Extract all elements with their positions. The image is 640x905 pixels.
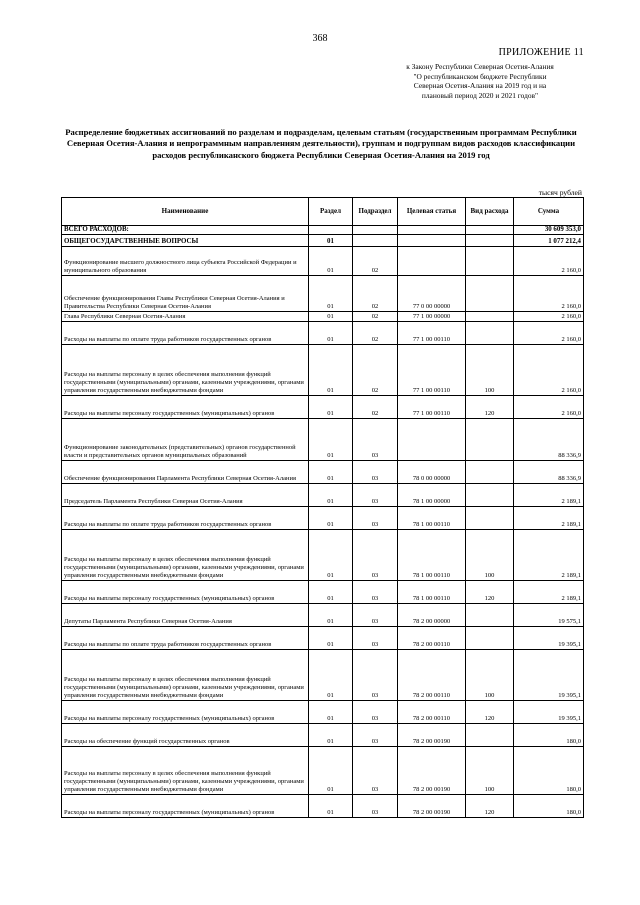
row-target-article: 78 1 00 00110 — [398, 530, 466, 581]
row-expense-type: 100 — [466, 650, 514, 701]
row-expense-type — [466, 312, 514, 322]
row-target-article: 77 1 00 00110 — [398, 345, 466, 396]
row-name: Расходы на выплаты персоналу в целях обеспечения выполнения функций государственными (муниципальными) органами, казенными учреждениями, органами управления государственными внебюджетными фондами — [62, 650, 309, 701]
row-expense-type: 100 — [466, 530, 514, 581]
row-name: Обеспечение функционирования Парламента Республики Северная Осетия-Алания — [62, 461, 309, 484]
table-row — [62, 484, 584, 507]
table-row — [62, 322, 584, 345]
row-name: Расходы на выплаты по оплате труда работников государственных органов — [62, 322, 309, 345]
row-expense-type — [466, 724, 514, 747]
row-razdel: 01 — [309, 396, 353, 419]
row-sum: 2 160,0 — [514, 276, 584, 312]
table-row — [62, 627, 584, 650]
row-sum: 2 160,0 — [514, 247, 584, 276]
row-expense-type — [466, 604, 514, 627]
table-row — [62, 747, 584, 795]
row-name: Председатель Парламента Республики Северная Осетия-Алания — [62, 484, 309, 507]
table-row — [62, 226, 584, 235]
row-target-article: 78 0 00 00000 — [398, 461, 466, 484]
table-row — [62, 701, 584, 724]
row-name: Глава Республики Северная Осетия-Алания — [62, 312, 309, 322]
row-name: Расходы на выплаты персоналу в целях обеспечения выполнения функций государственными (муниципальными) органами, казенными учреждениями, органами управления государственными внебюджетными фондами — [62, 345, 309, 396]
row-sum: 19 395,1 — [514, 701, 584, 724]
row-razdel: 01 — [309, 701, 353, 724]
table-body — [62, 226, 584, 818]
table-row — [62, 247, 584, 276]
row-sum: 2 189,1 — [514, 507, 584, 530]
row-sum: 2 189,1 — [514, 530, 584, 581]
row-target-article: 78 2 00 00190 — [398, 747, 466, 795]
row-expense-type — [466, 419, 514, 461]
row-expense-type: 100 — [466, 747, 514, 795]
appendix-label: ПРИЛОЖЕНИЕ 11 — [498, 47, 584, 58]
document-title: Распределение бюджетных ассигнований по разделам и подразделам, целевым статьям (государственным программам Республики Северная Осетия-Алания и непрограммным направлениям деятельности), группам и подгруппам видов расходов классификации расходов республиканского бюджета Республики Северная Осетия-Алания на 2019 год — [65, 127, 577, 160]
row-podrazdel: 03 — [353, 461, 398, 484]
law-reference — [375, 62, 585, 101]
header-sum: Сумма — [514, 198, 584, 226]
row-target-article: 77 1 00 00110 — [398, 322, 466, 345]
row-razdel: 01 — [309, 604, 353, 627]
row-expense-type — [466, 226, 514, 235]
row-razdel: 01 — [309, 419, 353, 461]
row-target-article — [398, 419, 466, 461]
row-name: ОБЩЕГОСУДАРСТВЕННЫЕ ВОПРОСЫ — [62, 235, 309, 247]
row-expense-type — [466, 507, 514, 530]
row-podrazdel: 03 — [353, 581, 398, 604]
row-name: Расходы на выплаты персоналу государственных (муниципальных) органов — [62, 396, 309, 419]
row-name: Расходы на выплаты персоналу в целях обеспечения выполнения функций государственными (муниципальными) органами, казенными учреждениями, органами управления государственными внебюджетными фондами — [62, 530, 309, 581]
row-sum: 2 189,1 — [514, 484, 584, 507]
table-row — [62, 276, 584, 312]
row-name: Функционирование законодательных (представительных) органов государственной власти и представительных органов муниципальных образований — [62, 419, 309, 461]
row-razdel: 01 — [309, 322, 353, 345]
law-reference-line: к Закону Республики Северная Осетия-Алания — [406, 62, 554, 71]
row-razdel: 01 — [309, 530, 353, 581]
row-target-article: 78 2 00 00110 — [398, 650, 466, 701]
row-sum: 1 077 212,4 — [514, 235, 584, 247]
row-razdel: 01 — [309, 724, 353, 747]
row-sum: 2 189,1 — [514, 581, 584, 604]
row-sum: 88 336,9 — [514, 461, 584, 484]
table-row — [62, 312, 584, 322]
row-name: Расходы на выплаты персоналу государственных (муниципальных) органов — [62, 701, 309, 724]
row-sum: 2 160,0 — [514, 322, 584, 345]
row-expense-type — [466, 276, 514, 312]
row-podrazdel: 02 — [353, 276, 398, 312]
row-expense-type — [466, 627, 514, 650]
row-razdel: 01 — [309, 345, 353, 396]
law-reference-line: Северная Осетия-Алания на 2019 год и на — [413, 81, 547, 91]
row-target-article: 78 2 00 00190 — [398, 795, 466, 818]
row-name: Расходы на выплаты персоналу в целях обеспечения выполнения функций государственными (муниципальными) органами, казенными учреждениями, органами управления государственными внебюджетными фондами — [62, 747, 309, 795]
row-podrazdel: 03 — [353, 795, 398, 818]
header-name: Наименование — [62, 198, 309, 226]
row-podrazdel — [353, 226, 398, 235]
row-target-article — [398, 226, 466, 235]
table-row — [62, 345, 584, 396]
row-razdel: 01 — [309, 507, 353, 530]
row-razdel: 01 — [309, 312, 353, 322]
row-expense-type: 120 — [466, 396, 514, 419]
table-header-row — [62, 198, 584, 226]
row-target-article: 78 2 00 00110 — [398, 627, 466, 650]
row-name: Расходы на выплаты персоналу государственных (муниципальных) органов — [62, 795, 309, 818]
row-podrazdel: 02 — [353, 247, 398, 276]
row-expense-type: 120 — [466, 795, 514, 818]
row-razdel: 01 — [309, 276, 353, 312]
row-target-article — [398, 247, 466, 276]
row-sum: 2 160,0 — [514, 396, 584, 419]
row-podrazdel: 02 — [353, 345, 398, 396]
row-sum: 88 336,9 — [514, 419, 584, 461]
row-name: Расходы на выплаты по оплате труда работников государственных органов — [62, 507, 309, 530]
row-podrazdel: 03 — [353, 484, 398, 507]
row-podrazdel: 02 — [353, 396, 398, 419]
row-sum: 19 395,1 — [514, 650, 584, 701]
row-name: ВСЕГО РАСХОДОВ: — [62, 226, 309, 235]
units-label: тысяч рублей — [538, 188, 582, 197]
row-razdel — [309, 226, 353, 235]
table-row — [62, 650, 584, 701]
law-reference-line: плановый период 2020 и 2021 годов" — [421, 91, 539, 101]
row-target-article: 78 1 00 00110 — [398, 507, 466, 530]
header-podrazdel: Подраздел — [353, 198, 398, 226]
law-reference-line: "О республиканском бюджете Республики — [413, 71, 547, 81]
row-sum: 180,0 — [514, 795, 584, 818]
header-expense-type: Вид расхода — [466, 198, 514, 226]
row-expense-type — [466, 247, 514, 276]
row-podrazdel: 03 — [353, 747, 398, 795]
row-target-article — [398, 235, 466, 247]
row-sum: 180,0 — [514, 747, 584, 795]
row-expense-type — [466, 484, 514, 507]
budget-table — [61, 197, 584, 818]
row-razdel: 01 — [309, 484, 353, 507]
row-razdel: 01 — [309, 247, 353, 276]
table-row — [62, 795, 584, 818]
table-row — [62, 724, 584, 747]
row-razdel: 01 — [309, 650, 353, 701]
row-name: Депутаты Парламента Республики Северная Осетия-Алания — [62, 604, 309, 627]
table-row — [62, 530, 584, 581]
row-target-article: 78 1 00 00110 — [398, 581, 466, 604]
header-target-article: Целевая статья — [398, 198, 466, 226]
row-razdel: 01 — [309, 627, 353, 650]
row-name: Обеспечение функционирования Главы Республики Северная Осетия-Алания и Правительства Республики Северная Осетия-Алания — [62, 276, 309, 312]
table-row — [62, 396, 584, 419]
table-row — [62, 581, 584, 604]
row-expense-type — [466, 235, 514, 247]
row-razdel: 01 — [309, 795, 353, 818]
row-podrazdel — [353, 235, 398, 247]
table-row — [62, 235, 584, 247]
row-podrazdel: 02 — [353, 322, 398, 345]
row-name: Расходы на выплаты персоналу государственных (муниципальных) органов — [62, 581, 309, 604]
row-sum: 19 395,1 — [514, 627, 584, 650]
row-sum: 19 575,1 — [514, 604, 584, 627]
row-razdel: 01 — [309, 747, 353, 795]
row-podrazdel: 03 — [353, 419, 398, 461]
row-podrazdel: 03 — [353, 530, 398, 581]
row-target-article: 77 1 00 00110 — [398, 396, 466, 419]
row-sum: 30 609 353,0 — [514, 226, 584, 235]
row-name: Расходы на выплаты по оплате труда работников государственных органов — [62, 627, 309, 650]
row-target-article: 77 1 00 00000 — [398, 312, 466, 322]
row-razdel: 01 — [309, 581, 353, 604]
row-target-article: 77 0 00 00000 — [398, 276, 466, 312]
table-row — [62, 461, 584, 484]
row-podrazdel: 03 — [353, 507, 398, 530]
row-razdel: 01 — [309, 461, 353, 484]
row-expense-type: 120 — [466, 701, 514, 724]
table-row — [62, 604, 584, 627]
row-name: Расходы на обеспечение функций государственных органов — [62, 724, 309, 747]
row-target-article: 78 2 00 00000 — [398, 604, 466, 627]
row-expense-type — [466, 322, 514, 345]
row-sum: 2 160,0 — [514, 312, 584, 322]
table-row — [62, 507, 584, 530]
page-number: 368 — [312, 33, 328, 44]
row-podrazdel: 03 — [353, 604, 398, 627]
row-name: Функционирование высшего должностного лица субъекта Российской Федерации и муниципального образования — [62, 247, 309, 276]
row-podrazdel: 02 — [353, 312, 398, 322]
row-podrazdel: 03 — [353, 724, 398, 747]
row-razdel: 01 — [309, 235, 353, 247]
header-razdel: Раздел — [309, 198, 353, 226]
row-target-article: 78 2 00 00190 — [398, 724, 466, 747]
row-expense-type: 120 — [466, 581, 514, 604]
row-sum: 2 160,0 — [514, 345, 584, 396]
row-podrazdel: 03 — [353, 701, 398, 724]
row-target-article: 78 1 00 00000 — [398, 484, 466, 507]
row-podrazdel: 03 — [353, 650, 398, 701]
row-podrazdel: 03 — [353, 627, 398, 650]
row-sum: 180,0 — [514, 724, 584, 747]
row-target-article: 78 2 00 00110 — [398, 701, 466, 724]
table-row — [62, 419, 584, 461]
row-expense-type — [466, 461, 514, 484]
row-expense-type: 100 — [466, 345, 514, 396]
